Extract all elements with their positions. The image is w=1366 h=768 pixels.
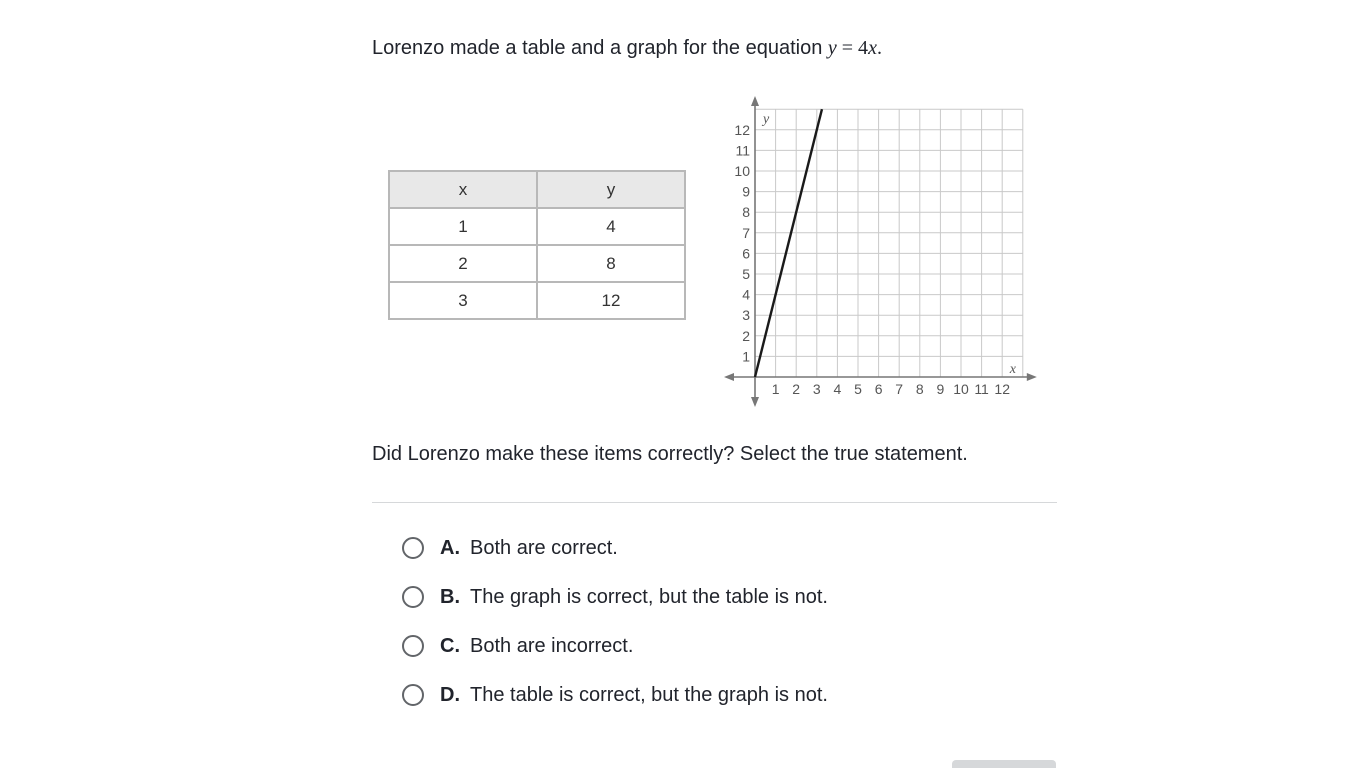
choice-a[interactable] (402, 530, 1052, 566)
answer-choices (402, 530, 1052, 726)
values-table (388, 170, 686, 320)
coordinate-graph (720, 92, 1040, 412)
table-cell: 3 (389, 282, 537, 319)
choice-d[interactable] (402, 677, 1052, 713)
choice-b[interactable] (402, 579, 1052, 615)
table-row (389, 245, 685, 282)
check-button[interactable] (952, 760, 1056, 768)
question-prefix: Lorenzo made a table and a graph for the equation (372, 37, 828, 59)
x-axis-label: x (1009, 362, 1016, 377)
choice-text: The table is correct, but the graph is not. (470, 683, 828, 706)
x-axis-arrow (724, 373, 734, 381)
table-header-x: x (389, 171, 537, 208)
y-tick-label: 4 (742, 286, 750, 303)
choice-text: Both are incorrect. (470, 634, 634, 657)
y-tick-label: 9 (742, 183, 750, 200)
y-tick-label: 12 (734, 121, 750, 138)
y-tick-label: 7 (742, 224, 750, 241)
x-tick-label: 6 (874, 381, 883, 397)
series-line (755, 109, 822, 377)
choice-letter: C. (440, 634, 460, 657)
x-tick-label: 8 (915, 381, 924, 397)
divider (372, 502, 1057, 503)
x-tick-label: 5 (854, 381, 862, 397)
y-tick-label: 11 (735, 142, 750, 159)
table-cell: 1 (389, 208, 537, 245)
x-tick-label: 1 (771, 381, 780, 397)
y-axis-label: y (763, 112, 770, 128)
table-cell: 12 (537, 282, 685, 319)
x-tick-label: 3 (812, 381, 821, 397)
equation: y = 4x. (827, 37, 882, 59)
x-tick-label: 10 (953, 381, 969, 397)
table-cell: 4 (537, 208, 685, 245)
table-header-y: y (537, 171, 685, 208)
choice-letter: A. (440, 536, 460, 559)
prompt-text: Did Lorenzo make these items correctly? Select the true statement. (372, 443, 968, 465)
choice-text: Both are correct. (470, 536, 618, 559)
radio-button[interactable] (402, 586, 424, 608)
y-tick-label: 10 (734, 163, 750, 179)
y-axis-arrow (751, 397, 759, 407)
radio-button[interactable] (402, 635, 424, 657)
y-tick-label: 3 (742, 307, 750, 324)
question-text (372, 34, 882, 62)
table-header-row (389, 171, 685, 208)
table-cell: 8 (537, 245, 685, 282)
y-tick-label: 5 (742, 266, 750, 282)
table-row (389, 282, 685, 319)
choice-c[interactable] (402, 628, 1052, 664)
choice-letter: B. (440, 585, 460, 608)
y-tick-label: 1 (742, 348, 750, 365)
table-cell: 2 (389, 245, 537, 282)
x-tick-label: 12 (994, 381, 1010, 397)
x-tick-label: 2 (792, 381, 801, 397)
table-row (389, 208, 685, 245)
y-tick-label: 2 (742, 327, 750, 344)
x-tick-label: 9 (936, 381, 945, 397)
choice-letter: D. (440, 683, 460, 706)
y-tick-label: 8 (742, 204, 750, 221)
radio-button[interactable] (402, 684, 424, 706)
x-tick-label: 4 (833, 381, 842, 397)
y-axis-arrow (751, 96, 759, 106)
x-axis-arrow (1027, 373, 1037, 381)
y-tick-label: 6 (742, 245, 750, 262)
radio-button[interactable] (402, 537, 424, 559)
choice-text: The graph is correct, but the table is not. (470, 585, 828, 608)
x-tick-label: 11 (974, 381, 989, 397)
x-tick-label: 7 (895, 381, 904, 397)
